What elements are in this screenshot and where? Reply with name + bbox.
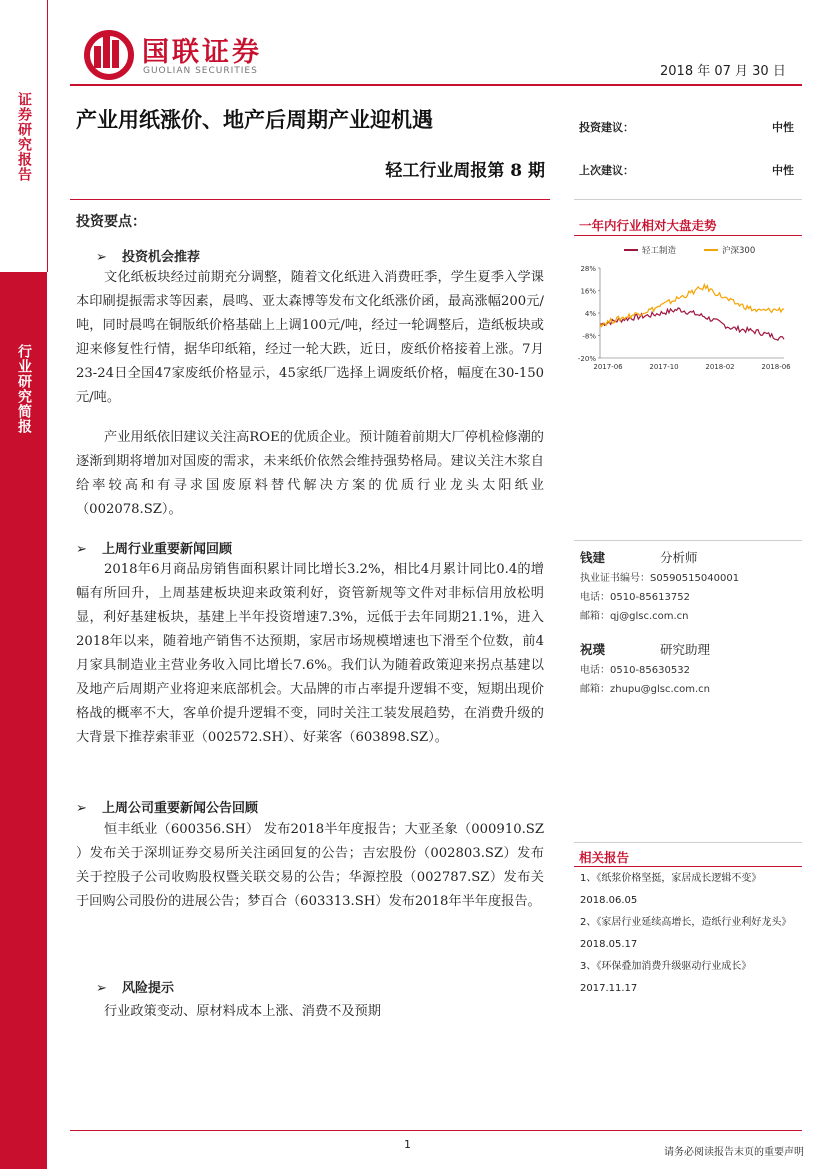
sidebar-top (0, 0, 48, 272)
section-paragraph: 行业政策变动、原材料成本上涨、消费不及预期 (104, 1004, 381, 1019)
x-tick-label: 2017-06 (593, 363, 623, 371)
analyst-email[interactable]: 邮箱：zhupu@glsc.com.cn (580, 684, 710, 695)
related-report-title[interactable]: 2、《家居行业延续高增长，造纸行业利好龙头》 (580, 917, 792, 928)
title-rule (70, 199, 550, 200)
analyst-title: 分析师 (660, 550, 698, 565)
related-report-title[interactable]: 1、《纸浆价格坚挺，家居成长逻辑不变》 (580, 873, 762, 884)
x-tick-label: 2018-02 (705, 363, 735, 371)
sidebar-bottom-text: 行业研究简报 (16, 344, 32, 434)
report-date: 2018 年 07 月 30 日 (660, 64, 786, 79)
y-tick-label: -20% (577, 355, 596, 363)
chart-svg (574, 240, 804, 380)
section-paragraph: 恒丰纸业（600356.SH） 发布2018半年度报告；大亚圣象（000910.SZ ）发布关于深圳证券交易所关注函回复的公告；吉宏股份（002803.SZ）发布关于控股子公司收购股权暨关联交易的公告；华源控股（002787.SZ）发布关于回购公司股份的进展公告；梦百合（603313.SH）发布2018年半年度报告。 (76, 822, 544, 909)
section-paragraph: 文化纸板块经过前期充分调整，随着文化纸进入消费旺季，学生夏季入学课本印刷提振需求等因素，晨鸣、亚太森博等发布文化纸涨价函，最高涨幅200元/吨，同时晨鸣在铜版纸价格基础上上调100元/吨，经过一轮调整后，造纸板块或迎来修复性行情，据华印纸箱，经过一轮大跌，近日，废纸价格接着上涨。7月23-24日全国47家废纸价格显示，45家纸厂选择上调废纸价格，幅度在30-150元/吨。 (76, 270, 544, 405)
y-tick-label: 16% (580, 287, 596, 296)
section-heading (76, 538, 232, 557)
arrow-bullet-icon: ➢ (76, 801, 87, 816)
sidebar-top-text: 证券研究报告 (16, 92, 32, 182)
analyst-email[interactable]: 邮箱：qj@glsc.com.cn (580, 611, 689, 622)
prev-label: 上次建议： (579, 164, 634, 177)
related-report-date: 2018.06.05 (580, 895, 638, 906)
y-tick-label: 4% (584, 310, 596, 318)
logo-mark-icon (83, 28, 135, 80)
analyst-phone: 电话：0510-85613752 (580, 592, 690, 603)
legend-label: 轻工制造 (642, 246, 677, 256)
company-name-en: GUOLIAN SECURITIES (143, 66, 258, 76)
report-subtitle: 轻工行业周报第 8 期 (385, 161, 545, 181)
section-heading (76, 797, 258, 816)
section-heading-text: 风险提示 (122, 981, 175, 996)
footer-rule (70, 1130, 802, 1131)
analyst-cert: 执业证书编号：S0590515040001 (580, 573, 740, 584)
section-paragraph: 2018年6月商品房销售面积累计同比增长3.2%，相比4月累计同比0.4的增幅有所回升，上周基建板块迎来政策利好，资管新规等文件对非标信用放松明显，利好基建板块，基建上半年投资增速7.3%，远低于去年同期21.1%，进入2018年以来，随着地产销售不达预期，家居市场规模增速也下滑至个位数，前4月家具制造业主营业务收入同比增长7.6%。我们认为随着政策迎来拐点基建以及地产后周期产业将迎来底部机会。大品牌的市占率提升逻辑不变，短期出现价格战的概率不大，客单价提升逻辑不变，同时关注工装发展趋势，在消费升级的大背景下推荐索菲亚（002572.SH）、好莱客（603898.SZ）。 (76, 562, 544, 745)
series-line (600, 308, 784, 340)
chart-title: 一年内行业相对大盘走势 (579, 218, 717, 233)
section-heading-text: 投资机会推荐 (122, 250, 201, 265)
related-top-rule (574, 842, 802, 843)
prev-value: 中性 (772, 164, 794, 177)
section-paragraph: 产业用纸依旧建议关注高ROE的优质企业。预计随着前期大厂停机检修潮的逐渐到期将增加对国废的需求，未来纸价依然会维持强势格局。建议关注木浆自给率较高和有寻求国废原料替代解决方案的优质行业龙头太阳纸业（002078.SZ）。 (76, 430, 544, 517)
header-rule (70, 84, 802, 86)
arrow-bullet-icon: ➢ (76, 542, 87, 557)
invest-label: 投资建议： (579, 121, 634, 134)
company-name-cn: 国联证券 (142, 37, 262, 68)
analyst-name: 祝璞 (580, 642, 606, 657)
sidebar-bottom (0, 272, 47, 1169)
chart-title-rule (574, 235, 802, 236)
company-logo (83, 28, 135, 80)
report-title: 产业用纸涨价、地产后周期产业迎机遇 (76, 107, 433, 132)
arrow-bullet-icon: ➢ (96, 250, 107, 265)
related-heading-rule (574, 866, 802, 867)
related-heading: 相关报告 (579, 850, 630, 865)
related-report-date: 2018.05.17 (580, 939, 638, 950)
page-number: 1 (404, 1138, 411, 1151)
section-heading-text: 上周行业重要新闻回顾 (102, 542, 233, 557)
relative-performance-chart (574, 240, 804, 380)
chart-top-rule (574, 199, 802, 200)
arrow-bullet-icon: ➢ (96, 981, 107, 996)
invest-value: 中性 (772, 121, 794, 134)
section-heading (96, 246, 200, 265)
footer-disclaimer: 请务必阅读报告末页的重要声明 (664, 1147, 804, 1158)
related-report-date: 2017.11.17 (580, 983, 638, 994)
x-tick-label: 2017-10 (649, 363, 679, 371)
analyst-top-rule (574, 540, 802, 541)
analyst-name: 钱建 (580, 550, 606, 565)
analyst-phone: 电话：0510-85630532 (580, 665, 690, 676)
legend-label: 沪深300 (722, 246, 756, 256)
x-tick-label: 2018-06 (761, 363, 791, 371)
y-tick-label: 28% (580, 265, 596, 273)
y-tick-label: -8% (582, 332, 596, 341)
related-report-title[interactable]: 3、《环保叠加消费升级驱动行业成长》 (580, 961, 752, 972)
sidebar-top-label (0, 92, 47, 182)
analyst-title: 研究助理 (660, 642, 711, 657)
section-heading (96, 977, 174, 996)
summary-heading: 投资要点： (76, 214, 146, 230)
section-heading-text: 上周公司重要新闻公告回顾 (102, 801, 259, 816)
sidebar-bottom-label (0, 344, 47, 434)
